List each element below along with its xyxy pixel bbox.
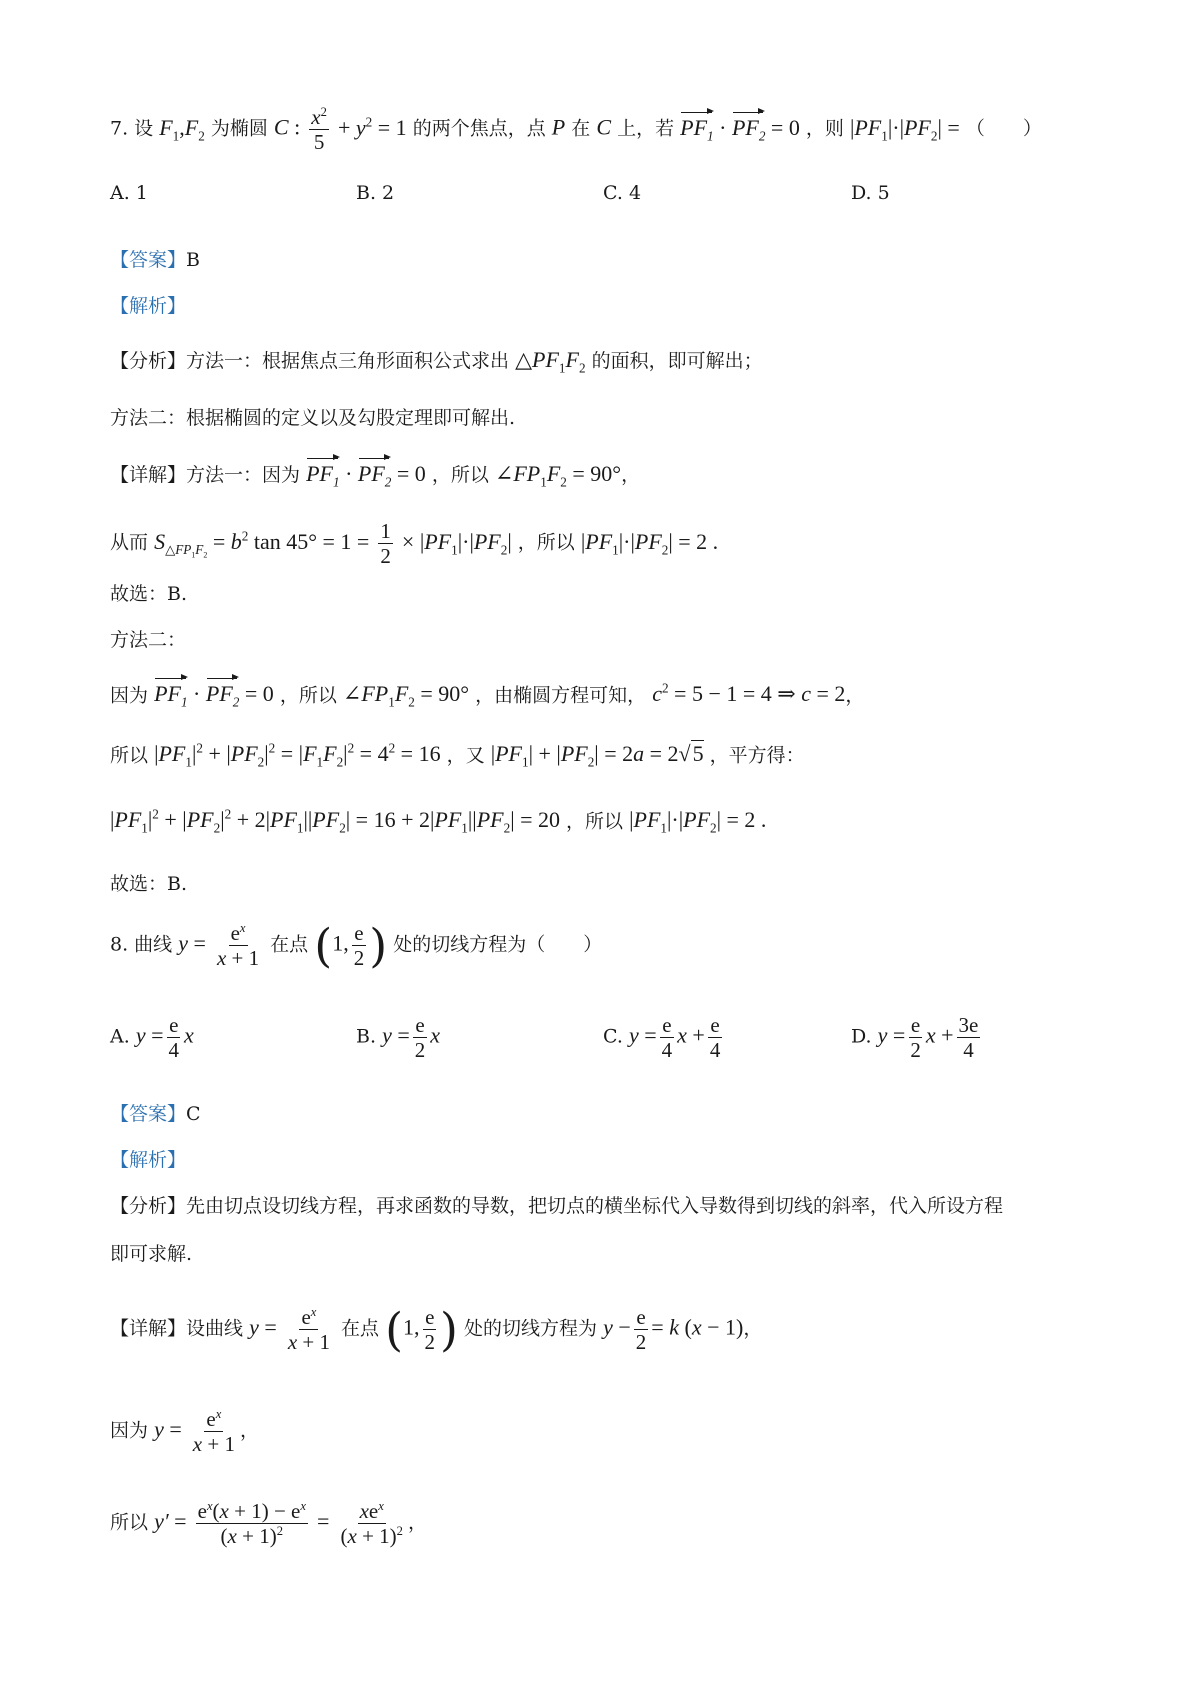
q7-option-a: A. 1 bbox=[110, 182, 148, 204]
q8-option-a: A. y = $\frac{e}{4}$ x bbox=[110, 1013, 194, 1063]
q8-option-b: B. y = $\frac{e}{2}$ x bbox=[356, 1013, 441, 1063]
q8-fenxi-2: 即可求解. bbox=[110, 1243, 193, 1265]
q7-method2-line1: 因为 $PF_1 \cdot PF_2 = 0$ ，所以 $\angle FP_1F_2 = 90^\circ$ ，由椭圆方程可知， $c^2 = 5 - 1 = 4$ ⇒ c = 2， bbox=[110, 681, 865, 710]
q8-option-d: D. y = $\frac{e}{2}$ x + $\frac{3e}{4}$ bbox=[851, 1013, 979, 1063]
q7-method2-head: 方法二： bbox=[110, 629, 187, 651]
q7-method2-summary: 方法二：根据椭圆的定义以及勾股定理即可解出. bbox=[110, 407, 516, 429]
q7-stem: 7. 设 $F_1,F_2$ 为椭圆 C : $\frac{x^2}{5}$ + $y^2 = 1$ 的两个焦点，点 P 在 C 上，若 $PF_1 \cdot PF_2 = 0$ ，则 $|PF_1|\cdot|PF_2|$ = （ ） bbox=[110, 105, 1042, 155]
q8-option-c: C. y = $\frac{e}{4}$ x + $\frac{e}{4}$ bbox=[603, 1013, 721, 1063]
ellipse-fraction: $\frac{x^2}{5}$ bbox=[311, 105, 327, 155]
q8-xiangjie: 【详解】设曲线 y = $\frac{e^x}{x + 1}$ 在点 (1, $\frac{e}{2}$ ) 处的切线方程为 y − $\frac{e}{2}$ = k (x − 1)， bbox=[110, 1302, 763, 1357]
q7-answer: 【答案】B bbox=[110, 249, 200, 271]
q8-suoyi: 所以 y′ = $\frac{e^x(x + 1) - e^x}{(x + 1)^2}$ = $\frac{xe^x}{(x + 1)^2}$ ， bbox=[110, 1499, 427, 1549]
q7-option-b: B. 2 bbox=[356, 182, 395, 204]
q8-answer: 【答案】C bbox=[110, 1103, 201, 1125]
q8-analysis-label: 【解析】 bbox=[110, 1149, 187, 1171]
q7-xiangjie-line1: 【详解】方法一：因为 $PF_1 \cdot PF_2 = 0$ ，所以 $\angle FP_1F_2 = 90^\circ$， bbox=[110, 461, 641, 490]
q7-analysis-label: 【解析】 bbox=[110, 295, 187, 317]
q8-stem: 8. 曲线 y = $\frac{e^x}{x + 1}$ 在点 (1, $\frac{e}{2}$ ) 处的切线方程为（ ） bbox=[110, 918, 603, 973]
q7-option-c: C. 4 bbox=[603, 182, 642, 204]
q7-guxuan-2: 故选：B. bbox=[110, 873, 188, 895]
q7-method2-line2: 所以 $|PF_1|^2 + |PF_2|^2 = |F_1F_2|^2 = 4^2 = 16$ ，又 $|PF_1| + |PF_2| = 2a = 2√5$ ，平方得： bbox=[110, 741, 805, 770]
q7-xiangjie-line2: 从而 $S_{\triangle FP_1F_2} = b^2$ tan 45° = 1 = $\frac{1}{2}$ × $|PF_1|\cdot|PF_2|$ ，所以 $|PF_1|\cdot|PF_2| = 2$ . bbox=[110, 519, 719, 569]
q7-option-d: D. 5 bbox=[851, 182, 890, 204]
q8-yinwei: 因为 y = $\frac{e^x}{x + 1}$ ， bbox=[110, 1407, 259, 1457]
q7-method2-line3: $|PF_1|^2 + |PF_2|^2 + 2|PF_1||PF_2| = 16 + 2|PF_1||PF_2| = 20$ ，所以 $|PF_1|\cdot|PF_2| = 2$ . bbox=[110, 807, 767, 836]
q7-fenxi: 【分析】方法一：根据焦点三角形面积公式求出 $\triangle PF_1F_2$ 的面积，即可解出； bbox=[110, 347, 763, 376]
q7-guxuan-1: 故选：B. bbox=[110, 583, 188, 605]
q8-fenxi: 【分析】先由切点设切线方程，再求函数的导数，把切点的横坐标代入导数得到切线的斜率，代入所设方程 bbox=[110, 1195, 1004, 1217]
